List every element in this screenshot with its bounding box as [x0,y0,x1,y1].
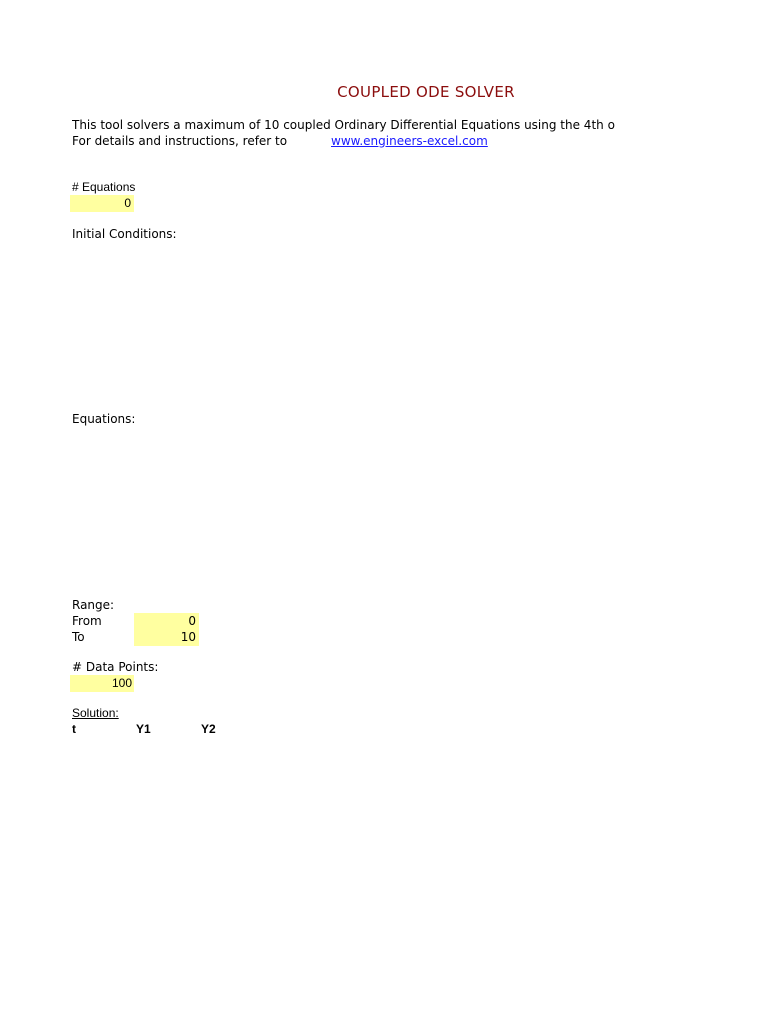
website-link[interactable]: www.engineers-excel.com [331,134,488,148]
solution-col-t: t [72,722,76,736]
range-to-label: To [72,630,85,644]
range-label: Range: [72,598,115,612]
solution-label: Solution: [72,706,119,720]
equations-count-label: # Equations [72,180,136,194]
data-points-label: # Data Points: [72,660,159,674]
data-points-input[interactable]: 100 [70,675,134,692]
description-line-2: For details and instructions, refer to [72,134,288,148]
equations-count-input[interactable]: 0 [70,195,134,212]
equations-label: Equations: [72,412,136,426]
range-from-label: From [72,614,102,628]
range-to-input[interactable]: 10 [134,629,199,646]
solution-col-y1: Y1 [136,722,151,736]
range-from-input[interactable]: 0 [134,613,199,630]
initial-conditions-label: Initial Conditions: [72,227,177,241]
solution-col-y2: Y2 [201,722,216,736]
description-line-1: This tool solvers a maximum of 10 coupled Ordinary Differential Equations using the 4th o [72,118,615,132]
page-title: COUPLED ODE SOLVER [337,83,515,101]
